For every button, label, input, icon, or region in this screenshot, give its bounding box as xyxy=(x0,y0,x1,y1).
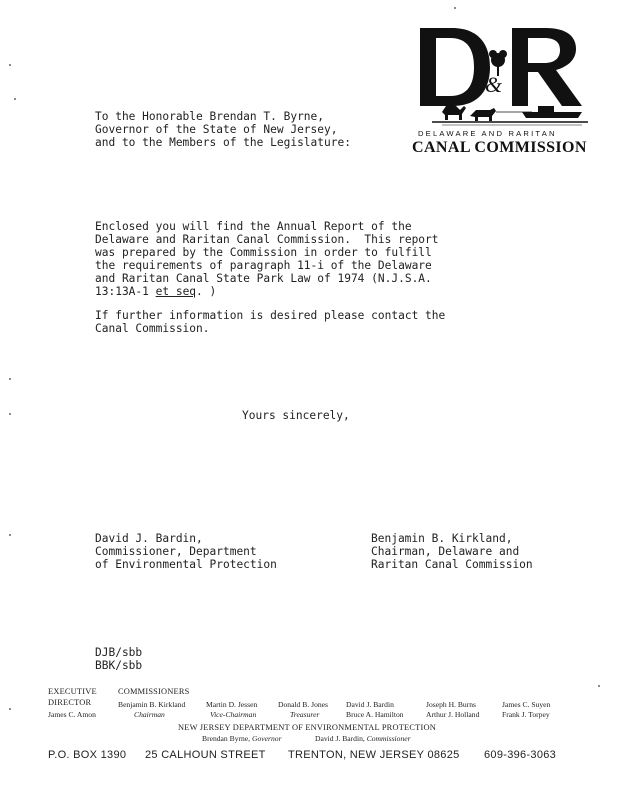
scan-speck xyxy=(9,708,11,710)
scan-speck xyxy=(9,64,11,66)
body-line: Enclosed you will find the Annual Report of the xyxy=(95,220,412,233)
commissioner-name: James C. Suyen xyxy=(502,700,551,709)
executive-director-label: EXECUTIVE xyxy=(48,687,97,696)
governor-name: Brendan Byrne, xyxy=(202,734,251,743)
commissioners-header: COMMISSIONERS xyxy=(118,687,190,696)
body-line: Canal Commission. xyxy=(95,322,210,335)
signatory-right-line: Benjamin B. Kirkland, xyxy=(371,532,513,545)
executive-director-name: James C. Amon xyxy=(48,710,96,719)
dr-monogram-icon xyxy=(412,20,592,128)
dep-commissioner-name: David J. Bardin, xyxy=(315,734,365,743)
typist-initials: DJB/sbb xyxy=(95,646,143,659)
body-line-citation xyxy=(95,285,216,298)
scan-speck xyxy=(9,413,11,415)
salutation-line: To the Honorable Brendan T. Byrne, xyxy=(95,110,325,123)
salutation-line: Governor of the State of New Jersey, xyxy=(95,123,338,136)
commissioner-name: Martin D. Jessen xyxy=(206,700,258,709)
governor-line xyxy=(202,734,282,743)
signatory-right-line: Raritan Canal Commission xyxy=(371,558,533,571)
citation-prefix: 13:13A-1 xyxy=(95,285,156,298)
nj-dep-header: NEW JERSEY DEPARTMENT OF ENVIRONMENTAL PROTECTION xyxy=(178,723,436,732)
svg-text:&: & xyxy=(485,72,503,97)
dep-commissioner-title: Commissioner xyxy=(366,734,411,743)
scan-speck xyxy=(454,7,456,9)
logo-title: CANAL COMMISSION xyxy=(412,139,587,156)
dep-commissioner-line xyxy=(315,734,411,743)
signatory-left-line: Commissioner, Department xyxy=(95,545,257,558)
commissioner-name: David J. Bardin xyxy=(346,700,394,709)
commissioner-name: Donald B. Jones xyxy=(278,700,328,709)
street-address: 25 CALHOUN STREET xyxy=(145,749,266,761)
body-line: was prepared by the Commission in order to fulfill xyxy=(95,246,432,259)
scan-speck xyxy=(598,685,600,687)
commissioner-name: Frank J. Torpey xyxy=(502,710,550,719)
signatory-left-line: David J. Bardin, xyxy=(95,532,203,545)
commissioner-name: Joseph H. Burns xyxy=(426,700,476,709)
typist-initials: BBK/sbb xyxy=(95,659,143,672)
phone-number: 609-396-3063 xyxy=(484,749,557,761)
scan-speck xyxy=(9,378,11,380)
scan-speck xyxy=(9,534,11,536)
commissioner-name: Benjamin B. Kirkland xyxy=(118,700,186,709)
citation-suffix: . ) xyxy=(196,285,217,298)
signatory-left-line: of Environmental Protection xyxy=(95,558,277,571)
body-line: and Raritan Canal State Park Law of 1974 (N.J.S.A. xyxy=(95,272,432,285)
logo-subtitle: DELAWARE AND RARITAN xyxy=(418,129,557,138)
po-box: P.O. BOX 1390 xyxy=(48,749,127,761)
salutation-line: and to the Members of the Legislature: xyxy=(95,136,351,149)
city-state-zip: TRENTON, NEW JERSEY 08625 xyxy=(288,749,460,761)
body-line: the requirements of paragraph 11-i of the Delaware xyxy=(95,259,432,272)
body-line: Delaware and Raritan Canal Commission. This report xyxy=(95,233,439,246)
commissioner-title: Vice-Chairman xyxy=(210,710,257,719)
commissioner-title: Chairman xyxy=(134,710,165,719)
closing: Yours sincerely, xyxy=(242,409,350,422)
governor-title: Governor xyxy=(252,734,282,743)
commissioner-name: Arthur J. Holland xyxy=(426,710,480,719)
citation-et-seq: et seq xyxy=(155,285,197,298)
commissioner-name: Bruce A. Hamilton xyxy=(346,710,404,719)
commissioner-title: Treasurer xyxy=(290,710,320,719)
body-line: If further information is desired please contact the xyxy=(95,309,446,322)
executive-director-label: DIRECTOR xyxy=(48,698,92,707)
signatory-right-line: Chairman, Delaware and xyxy=(371,545,520,558)
scan-speck xyxy=(14,98,16,100)
